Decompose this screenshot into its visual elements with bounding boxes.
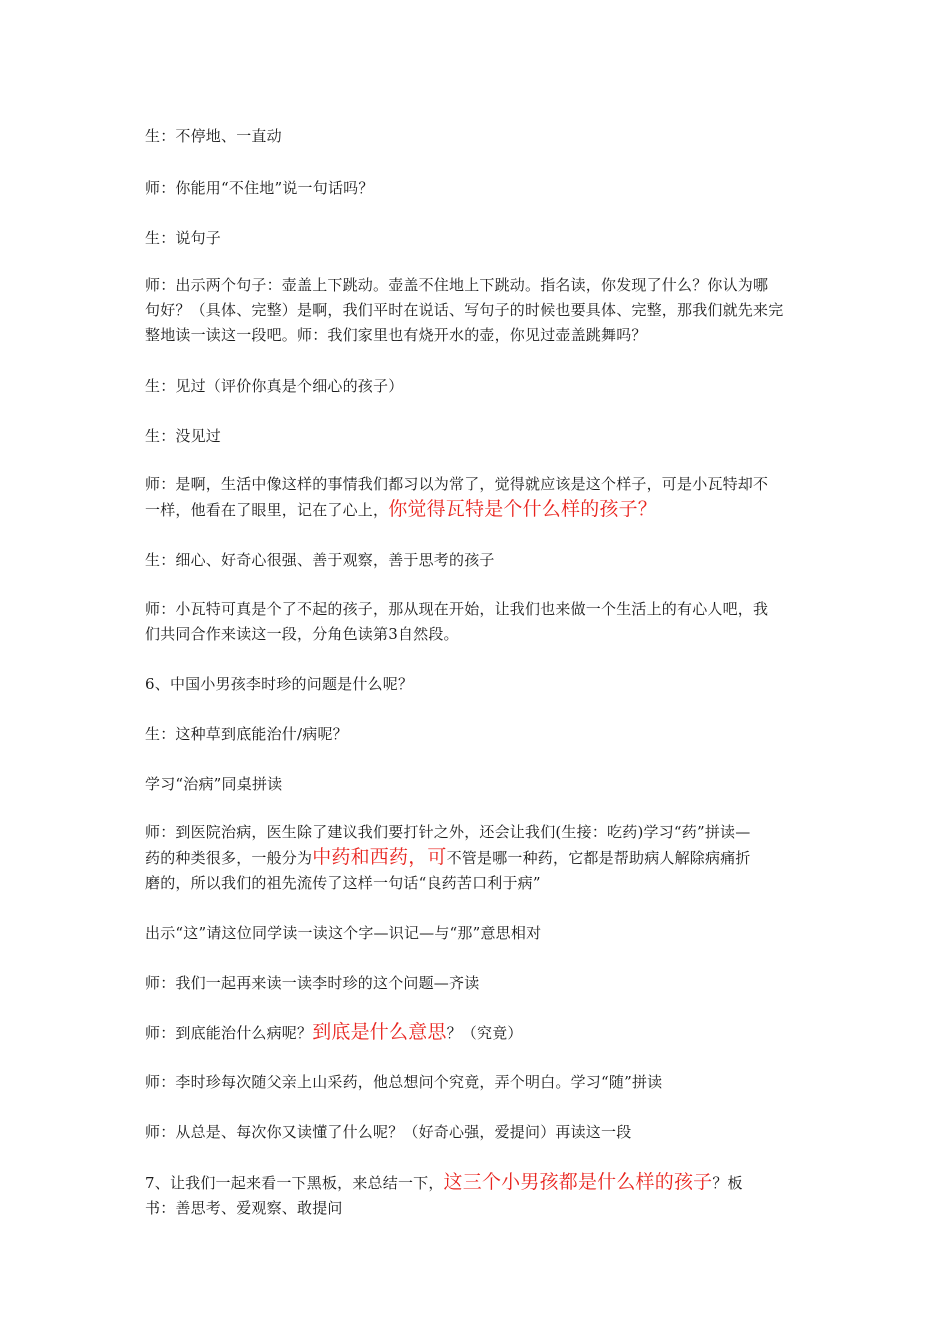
text-line xyxy=(145,1170,810,1196)
highlighted-question: 这三个小男孩都是什么样的孩子 xyxy=(443,1171,713,1193)
text-line xyxy=(145,497,810,523)
paragraph: 6、中国小男孩李时珍的问题是什么呢？ xyxy=(145,675,414,693)
paragraph: 生：没见过 xyxy=(145,427,222,445)
paragraph: 生：不停地、一直动 xyxy=(145,127,282,145)
paragraph: 师：你能用“不住地”说一句话吗？ xyxy=(145,179,374,197)
paragraph xyxy=(145,472,810,523)
text-run: 师：到底能治什么病呢？ xyxy=(145,1024,313,1042)
paragraph: 生：见过（评价你真是个细心的孩子） xyxy=(145,377,404,395)
paragraph: 出示“这”请这位同学读一读这个字—识记—与“那”意思相对 xyxy=(145,924,542,942)
text-run: 一样，他看在了眼里，记在了心上， xyxy=(145,501,389,519)
text-run: ？板 xyxy=(712,1174,743,1192)
paragraph: 生：这种草到底能治什/病呢？ xyxy=(145,725,348,743)
paragraph: 学习“治病”同桌拼读 xyxy=(145,775,283,793)
text-line: 整地读一读这一段吧。师：我们家里也有烧开水的壶，你见过壶盖跳舞吗？ xyxy=(145,326,647,344)
paragraph: 生：说句子 xyxy=(145,229,222,247)
paragraph xyxy=(145,1170,810,1221)
text-line: 书：善思考、爱观察、敢提问 xyxy=(145,1199,343,1217)
highlighted-question: 到底是什么意思 xyxy=(312,1021,447,1043)
text-line: 句好？（具体、完整）是啊，我们平时在说话、写句子的时候也要具体、完整，那我们就先来完 xyxy=(145,301,784,319)
paragraph xyxy=(145,273,810,348)
highlighted-text: 中药和西药，可 xyxy=(312,846,447,868)
text-line: 师：是啊，生活中像这样的事情我们都习以为常了，觉得就应该是这个样子，可是小瓦特却不 xyxy=(145,475,769,493)
text-run: ？（究竟） xyxy=(446,1024,523,1042)
paragraph xyxy=(145,820,810,896)
paragraph xyxy=(145,1020,810,1046)
paragraph: 生：细心、好奇心很强、善于观察，善于思考的孩子 xyxy=(145,551,495,569)
text-line: 师：到医院治病，医生除了建议我们要打针之外，还会让我们(生接：吃药)学习“药”拼读— xyxy=(145,823,751,841)
text-line: 师：出示两个句子：壶盖上下跳动。壶盖不住地上下跳动。指名读，你发现了什么？你认为哪 xyxy=(145,276,769,294)
paragraph: 师：我们一起再来读一读李时珍的这个问题—齐读 xyxy=(145,974,480,992)
text-run: 7、让我们一起来看一下黑板，来总结一下， xyxy=(145,1174,444,1192)
text-run: 药的种类很多，一般分为 xyxy=(145,849,313,867)
paragraph xyxy=(145,597,810,647)
text-line: 们共同合作来读这一段，分角色读第3自然段。 xyxy=(145,625,459,643)
text-line: 师：小瓦特可真是个了不起的孩子，那从现在开始，让我们也来做一个生活上的有心人吧，我 xyxy=(145,600,769,618)
text-line xyxy=(145,845,810,871)
paragraph: 师：从总是、每次你又读懂了什么呢？（好奇心强，爱提问）再读这一段 xyxy=(145,1123,632,1141)
text-run: 不管是哪一种药，它都是帮助病人解除病痛折 xyxy=(446,849,751,867)
highlighted-question: 你觉得瓦特是个什么样的孩子？ xyxy=(388,498,658,520)
paragraph: 师：李时珍每次随父亲上山采药，他总想问个究竟，弄个明白。学习“随”拼读 xyxy=(145,1073,663,1091)
text-line: 磨的，所以我们的祖先流传了这样一句话“良药苦口利于病” xyxy=(145,874,541,892)
